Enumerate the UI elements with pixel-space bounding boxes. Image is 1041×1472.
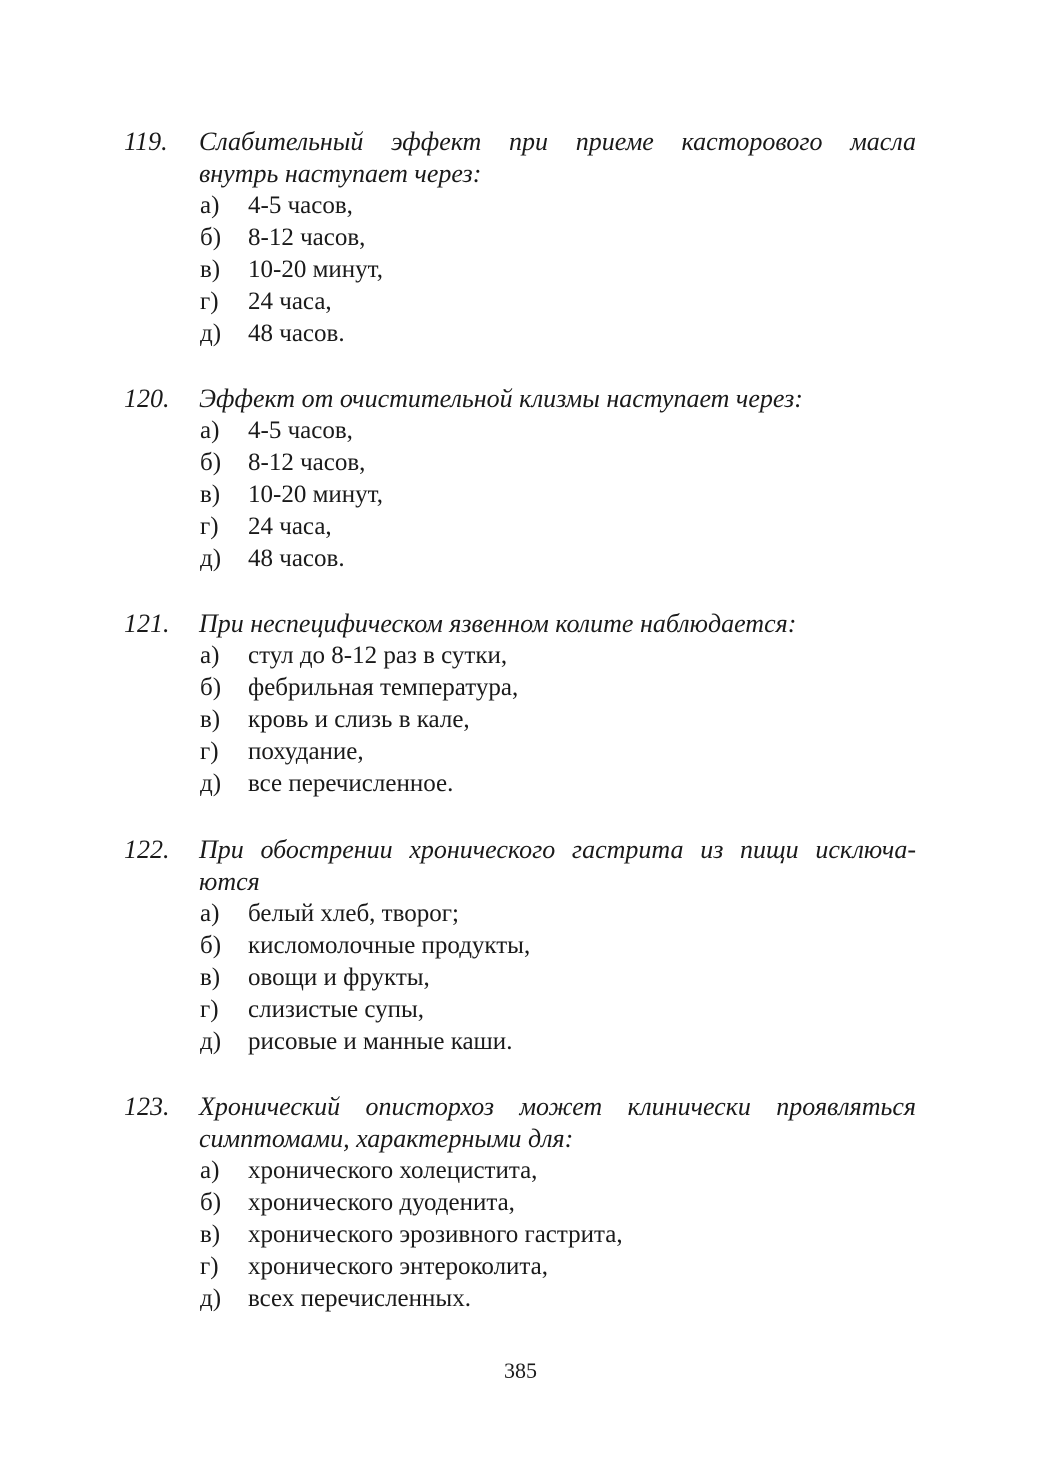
option-letter: г) [200, 513, 219, 540]
answer-option [0, 672, 1041, 704]
option-text: белый хлеб, творог; [248, 900, 459, 927]
answer-option [0, 962, 1041, 994]
answer-option [0, 736, 1041, 768]
question-text-line: Слабительный эффект при приеме касторового масла [199, 127, 916, 156]
option-text: кисломолочные продукты, [248, 932, 531, 959]
answer-option [0, 768, 1041, 800]
answer-option [0, 930, 1041, 962]
answer-option [0, 1155, 1041, 1187]
question-121 [0, 608, 1041, 797]
option-letter: б) [200, 224, 222, 251]
answer-option [0, 640, 1041, 672]
answer-option [0, 704, 1041, 736]
answer-option [0, 543, 1041, 575]
option-text: 4-5 часов, [248, 417, 353, 444]
question-header [0, 383, 1041, 415]
option-letter: г) [200, 996, 219, 1023]
option-text: хронического эрозивного гастрита, [248, 1221, 623, 1248]
option-text: хронического дуоденита, [248, 1189, 515, 1216]
question-text-line: симптомами, характерными для: [199, 1124, 574, 1153]
answer-option [0, 318, 1041, 350]
question-number: 123. [124, 1092, 170, 1121]
option-text: стул до 8-12 раз в сутки, [248, 642, 508, 669]
option-text: похудание, [248, 738, 364, 765]
question-text [199, 834, 916, 898]
option-letter: в) [200, 706, 221, 733]
option-letter: д) [200, 545, 222, 572]
question-header [0, 126, 1041, 188]
option-text: всех перечисленных. [248, 1285, 471, 1312]
question-text [199, 126, 916, 190]
question-text [199, 383, 916, 415]
question-120 [0, 383, 1041, 572]
question-header [0, 608, 1041, 640]
answer-option [0, 286, 1041, 318]
answer-option [0, 1219, 1041, 1251]
answer-options [0, 190, 1041, 350]
option-text: слизистые супы, [248, 996, 425, 1023]
option-letter: д) [200, 770, 222, 797]
option-letter: б) [200, 1189, 222, 1216]
option-text: 48 часов. [248, 320, 345, 347]
option-letter: д) [200, 1285, 222, 1312]
option-text: 10-20 минут, [248, 256, 383, 283]
answer-option [0, 994, 1041, 1026]
option-letter: в) [200, 481, 221, 508]
option-letter: а) [200, 1157, 220, 1184]
question-text-line: Хронический описторхоз может клинически проявляться [199, 1092, 916, 1121]
answer-option [0, 898, 1041, 930]
question-text [199, 608, 916, 640]
question-number: 121. [124, 609, 170, 638]
option-text: овощи и фрукты, [248, 964, 430, 991]
question-number: 120. [124, 384, 170, 413]
option-letter: б) [200, 449, 222, 476]
question-text-line: Эффект от очистительной клизмы наступает через: [199, 384, 803, 413]
question-header [0, 834, 1041, 896]
answer-option [0, 447, 1041, 479]
option-text: 24 часа, [248, 513, 332, 540]
option-letter: д) [200, 320, 222, 347]
option-text: 10-20 минут, [248, 481, 383, 508]
option-letter: в) [200, 256, 221, 283]
option-text: 48 часов. [248, 545, 345, 572]
question-123 [0, 1091, 1041, 1312]
option-letter: а) [200, 417, 220, 444]
answer-option [0, 254, 1041, 286]
option-text: хронического холецистита, [248, 1157, 538, 1184]
question-number: 122. [124, 835, 170, 864]
option-letter: б) [200, 674, 222, 701]
answer-option [0, 1283, 1041, 1315]
question-119 [0, 126, 1041, 347]
question-text-line: При обострении хронического гастрита из пищи исключа- [199, 835, 916, 864]
option-letter: г) [200, 288, 219, 315]
option-text: фебрильная температура, [248, 674, 519, 701]
option-text: все перечисленное. [248, 770, 454, 797]
option-letter: д) [200, 1028, 222, 1055]
question-122 [0, 834, 1041, 1055]
option-text: 8-12 часов, [248, 449, 366, 476]
question-text-line: ются [199, 867, 260, 896]
question-header [0, 1091, 1041, 1153]
question-text-line: внутрь наступает через: [199, 159, 482, 188]
answer-option [0, 479, 1041, 511]
option-text: кровь и слизь в кале, [248, 706, 470, 733]
answer-options [0, 1155, 1041, 1315]
answer-option [0, 190, 1041, 222]
option-letter: а) [200, 192, 220, 219]
answer-options [0, 415, 1041, 575]
option-letter: б) [200, 932, 222, 959]
option-text: рисовые и манные каши. [248, 1028, 513, 1055]
answer-options [0, 640, 1041, 800]
option-text: 8-12 часов, [248, 224, 366, 251]
page-number: 385 [504, 1358, 537, 1383]
answer-option [0, 511, 1041, 543]
option-letter: в) [200, 964, 221, 991]
answer-option [0, 222, 1041, 254]
answer-option [0, 1026, 1041, 1058]
option-text: 24 часа, [248, 288, 332, 315]
option-letter: а) [200, 642, 220, 669]
answer-options [0, 898, 1041, 1058]
answer-option [0, 1187, 1041, 1219]
option-text: хронического энтероколита, [248, 1253, 549, 1280]
answer-option [0, 415, 1041, 447]
option-letter: г) [200, 1253, 219, 1280]
option-letter: г) [200, 738, 219, 765]
option-letter: в) [200, 1221, 221, 1248]
option-letter: а) [200, 900, 220, 927]
answer-option [0, 1251, 1041, 1283]
question-text-line: При неспецифическом язвенном колите наблюдается: [199, 609, 797, 638]
option-text: 4-5 часов, [248, 192, 353, 219]
question-number: 119. [124, 127, 168, 156]
question-text [199, 1091, 916, 1155]
